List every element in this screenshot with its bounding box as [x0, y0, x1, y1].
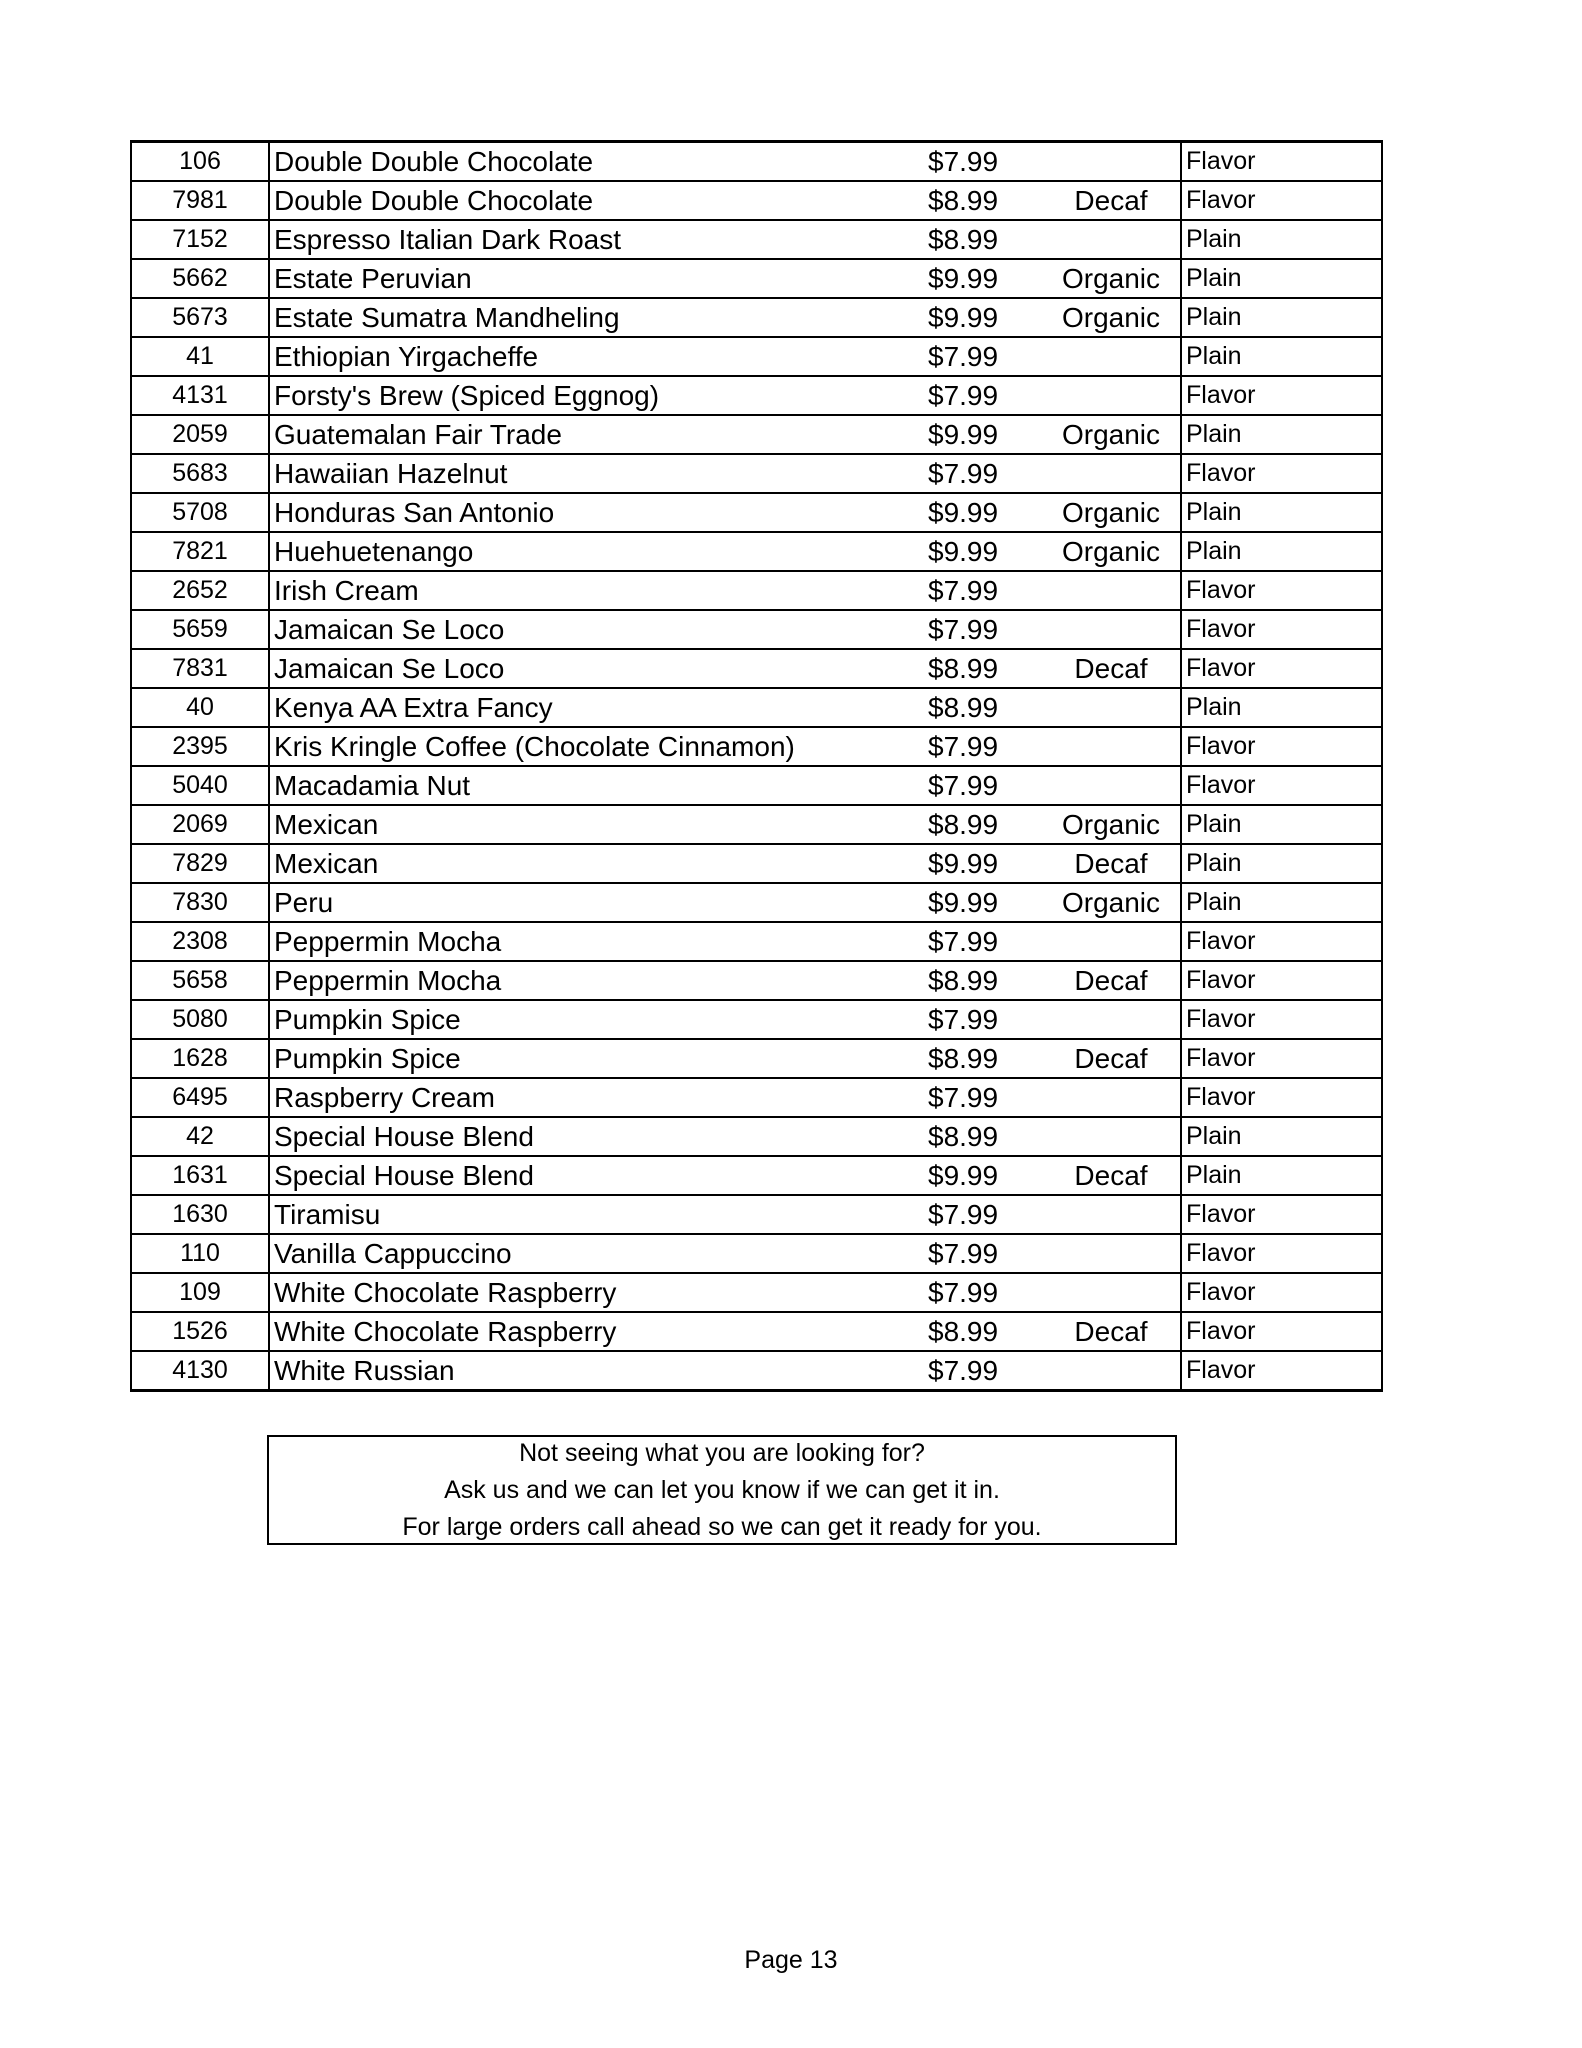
table-row [131, 1156, 1382, 1195]
product-type-cell: Flavor [1181, 1234, 1382, 1273]
product-type-cell: Flavor [1181, 1000, 1382, 1039]
product-price-cell: $9.99 [928, 415, 1042, 454]
product-name-cell: Jamaican Se Loco [269, 610, 928, 649]
product-price-cell: $9.99 [928, 844, 1042, 883]
table-row [131, 1351, 1382, 1391]
product-tag-cell: Decaf [1042, 1039, 1181, 1078]
product-tag-cell: Organic [1042, 532, 1181, 571]
product-tag-cell [1042, 1273, 1181, 1312]
product-id-cell: 1630 [131, 1195, 269, 1234]
product-name-cell: Estate Peruvian [269, 259, 928, 298]
product-type-cell: Flavor [1181, 1078, 1382, 1117]
table-row [131, 532, 1382, 571]
product-id-cell: 7831 [131, 649, 269, 688]
product-tag-cell: Decaf [1042, 844, 1181, 883]
product-price-cell: $7.99 [928, 376, 1042, 415]
table-row [131, 454, 1382, 493]
product-name-cell: Ethiopian Yirgacheffe [269, 337, 928, 376]
product-tag-cell: Organic [1042, 415, 1181, 454]
product-type-cell: Plain [1181, 1156, 1382, 1195]
product-type-cell: Flavor [1181, 181, 1382, 220]
product-name-cell: Raspberry Cream [269, 1078, 928, 1117]
note-line-1: Not seeing what you are looking for? [519, 1438, 925, 1467]
product-tag-cell: Decaf [1042, 181, 1181, 220]
product-type-cell: Plain [1181, 493, 1382, 532]
product-price-cell: $7.99 [928, 727, 1042, 766]
product-name-cell: Mexican [269, 844, 928, 883]
product-id-cell: 4131 [131, 376, 269, 415]
table-row [131, 610, 1382, 649]
table-row [131, 844, 1382, 883]
product-name-cell: Double Double Chocolate [269, 181, 928, 220]
product-type-cell: Plain [1181, 883, 1382, 922]
product-type-cell: Plain [1181, 259, 1382, 298]
product-id-cell: 1631 [131, 1156, 269, 1195]
coffee-product-table [130, 140, 1383, 1392]
product-type-cell: Flavor [1181, 142, 1382, 182]
product-name-cell: Honduras San Antonio [269, 493, 928, 532]
product-price-cell: $9.99 [928, 259, 1042, 298]
product-name-cell: Hawaiian Hazelnut [269, 454, 928, 493]
product-id-cell: 7821 [131, 532, 269, 571]
product-name-cell: Kenya AA Extra Fancy [269, 688, 928, 727]
table-row [131, 649, 1382, 688]
product-id-cell: 5659 [131, 610, 269, 649]
product-id-cell: 1628 [131, 1039, 269, 1078]
product-price-cell: $8.99 [928, 1117, 1042, 1156]
product-price-cell: $7.99 [928, 1234, 1042, 1273]
product-id-cell: 7152 [131, 220, 269, 259]
product-name-cell: Huehuetenango [269, 532, 928, 571]
product-name-cell: Estate Sumatra Mandheling [269, 298, 928, 337]
product-price-cell: $7.99 [928, 1273, 1042, 1312]
product-name-cell: Special House Blend [269, 1156, 928, 1195]
product-tag-cell [1042, 142, 1181, 182]
product-tag-cell: Organic [1042, 493, 1181, 532]
product-type-cell: Flavor [1181, 1195, 1382, 1234]
table-row [131, 181, 1382, 220]
product-type-cell: Flavor [1181, 376, 1382, 415]
product-type-cell: Flavor [1181, 961, 1382, 1000]
product-tag-cell [1042, 727, 1181, 766]
product-id-cell: 7981 [131, 181, 269, 220]
product-price-cell: $9.99 [928, 493, 1042, 532]
product-id-cell: 5658 [131, 961, 269, 1000]
product-name-cell: Pumpkin Spice [269, 1039, 928, 1078]
product-tag-cell [1042, 1117, 1181, 1156]
product-price-cell: $7.99 [928, 766, 1042, 805]
table-row [131, 1234, 1382, 1273]
table-row [131, 1117, 1382, 1156]
table-row [131, 259, 1382, 298]
table-row [131, 805, 1382, 844]
product-tag-cell: Organic [1042, 883, 1181, 922]
product-tag-cell [1042, 1351, 1181, 1391]
product-price-cell: $9.99 [928, 298, 1042, 337]
product-name-cell: Macadamia Nut [269, 766, 928, 805]
info-note-box [267, 1435, 1177, 1545]
product-name-cell: Guatemalan Fair Trade [269, 415, 928, 454]
product-tag-cell: Organic [1042, 805, 1181, 844]
product-type-cell: Flavor [1181, 1273, 1382, 1312]
product-tag-cell: Organic [1042, 298, 1181, 337]
product-type-cell: Plain [1181, 337, 1382, 376]
product-price-cell: $7.99 [928, 1000, 1042, 1039]
product-price-cell: $7.99 [928, 1195, 1042, 1234]
page-number: Page 13 [744, 1946, 838, 1974]
product-type-cell: Flavor [1181, 1039, 1382, 1078]
product-type-cell: Flavor [1181, 922, 1382, 961]
product-type-cell: Plain [1181, 844, 1382, 883]
product-type-cell: Plain [1181, 220, 1382, 259]
product-tag-cell: Decaf [1042, 961, 1181, 1000]
product-id-cell: 7830 [131, 883, 269, 922]
product-name-cell: White Chocolate Raspberry [269, 1312, 928, 1351]
table-row [131, 415, 1382, 454]
product-price-cell: $9.99 [928, 532, 1042, 571]
product-id-cell: 2308 [131, 922, 269, 961]
product-tag-cell [1042, 1000, 1181, 1039]
product-id-cell: 42 [131, 1117, 269, 1156]
product-name-cell: Double Double Chocolate [269, 142, 928, 182]
product-name-cell: White Russian [269, 1351, 928, 1391]
product-tag-cell [1042, 688, 1181, 727]
product-name-cell: Peru [269, 883, 928, 922]
table-row [131, 1039, 1382, 1078]
product-type-cell: Flavor [1181, 571, 1382, 610]
product-type-cell: Flavor [1181, 610, 1382, 649]
product-type-cell: Flavor [1181, 1351, 1382, 1391]
product-id-cell: 4130 [131, 1351, 269, 1391]
product-price-cell: $7.99 [928, 922, 1042, 961]
product-tag-cell: Decaf [1042, 1312, 1181, 1351]
product-type-cell: Plain [1181, 532, 1382, 571]
product-type-cell: Flavor [1181, 649, 1382, 688]
product-id-cell: 5662 [131, 259, 269, 298]
product-name-cell: Vanilla Cappuccino [269, 1234, 928, 1273]
table-row [131, 922, 1382, 961]
product-price-cell: $8.99 [928, 1039, 1042, 1078]
note-line-3: For large orders call ahead so we can get it ready for you. [402, 1512, 1042, 1541]
table-row [131, 1000, 1382, 1039]
product-price-cell: $8.99 [928, 688, 1042, 727]
product-tag-cell [1042, 766, 1181, 805]
product-id-cell: 2395 [131, 727, 269, 766]
product-price-cell: $8.99 [928, 649, 1042, 688]
product-price-cell: $8.99 [928, 220, 1042, 259]
product-name-cell: Forsty's Brew (Spiced Eggnog) [269, 376, 928, 415]
product-type-cell: Plain [1181, 1117, 1382, 1156]
product-id-cell: 7829 [131, 844, 269, 883]
product-price-cell: $7.99 [928, 142, 1042, 182]
product-type-cell: Flavor [1181, 1312, 1382, 1351]
table-row [131, 1273, 1382, 1312]
product-tag-cell [1042, 376, 1181, 415]
table-row [131, 337, 1382, 376]
product-tag-cell: Decaf [1042, 649, 1181, 688]
product-tag-cell [1042, 571, 1181, 610]
product-name-cell: Peppermin Mocha [269, 961, 928, 1000]
product-price-cell: $7.99 [928, 1351, 1042, 1391]
product-type-cell: Plain [1181, 298, 1382, 337]
product-name-cell: Pumpkin Spice [269, 1000, 928, 1039]
product-price-cell: $7.99 [928, 1078, 1042, 1117]
product-name-cell: Mexican [269, 805, 928, 844]
product-name-cell: Jamaican Se Loco [269, 649, 928, 688]
table-row [131, 727, 1382, 766]
product-id-cell: 5683 [131, 454, 269, 493]
product-tag-cell: Organic [1042, 259, 1181, 298]
product-id-cell: 5080 [131, 1000, 269, 1039]
product-price-cell: $9.99 [928, 883, 1042, 922]
product-id-cell: 2059 [131, 415, 269, 454]
product-tag-cell [1042, 337, 1181, 376]
table-row [131, 766, 1382, 805]
product-tag-cell [1042, 454, 1181, 493]
table-row [131, 571, 1382, 610]
product-type-cell: Flavor [1181, 766, 1382, 805]
table-body [131, 142, 1382, 1391]
product-tag-cell: Decaf [1042, 1156, 1181, 1195]
product-type-cell: Plain [1181, 805, 1382, 844]
product-type-cell: Plain [1181, 415, 1382, 454]
product-id-cell: 5673 [131, 298, 269, 337]
table-row [131, 961, 1382, 1000]
product-type-cell: Flavor [1181, 454, 1382, 493]
product-id-cell: 5708 [131, 493, 269, 532]
product-id-cell: 109 [131, 1273, 269, 1312]
table-row [131, 142, 1382, 182]
product-tag-cell [1042, 922, 1181, 961]
product-id-cell: 2069 [131, 805, 269, 844]
product-id-cell: 6495 [131, 1078, 269, 1117]
product-price-cell: $7.99 [928, 337, 1042, 376]
product-id-cell: 110 [131, 1234, 269, 1273]
product-id-cell: 106 [131, 142, 269, 182]
table-row [131, 883, 1382, 922]
product-name-cell: Kris Kringle Coffee (Chocolate Cinnamon) [269, 727, 928, 766]
product-price-cell: $8.99 [928, 1312, 1042, 1351]
table-row [131, 220, 1382, 259]
product-price-cell: $7.99 [928, 610, 1042, 649]
product-id-cell: 1526 [131, 1312, 269, 1351]
product-name-cell: Peppermin Mocha [269, 922, 928, 961]
product-tag-cell [1042, 220, 1181, 259]
table-row [131, 1195, 1382, 1234]
table-row [131, 1078, 1382, 1117]
product-name-cell: White Chocolate Raspberry [269, 1273, 928, 1312]
note-line-2: Ask us and we can let you know if we can get it in. [444, 1475, 1000, 1504]
product-name-cell: Special House Blend [269, 1117, 928, 1156]
product-id-cell: 40 [131, 688, 269, 727]
product-tag-cell [1042, 1078, 1181, 1117]
product-price-cell: $7.99 [928, 571, 1042, 610]
product-price-cell: $7.99 [928, 454, 1042, 493]
product-id-cell: 2652 [131, 571, 269, 610]
product-price-cell: $8.99 [928, 805, 1042, 844]
table-row [131, 1312, 1382, 1351]
product-name-cell: Espresso Italian Dark Roast [269, 220, 928, 259]
table-row [131, 688, 1382, 727]
product-type-cell: Flavor [1181, 727, 1382, 766]
table-row [131, 298, 1382, 337]
product-name-cell: Tiramisu [269, 1195, 928, 1234]
product-id-cell: 41 [131, 337, 269, 376]
table-row [131, 376, 1382, 415]
product-id-cell: 5040 [131, 766, 269, 805]
product-type-cell: Plain [1181, 688, 1382, 727]
product-tag-cell [1042, 610, 1181, 649]
product-price-cell: $8.99 [928, 181, 1042, 220]
product-price-cell: $8.99 [928, 961, 1042, 1000]
product-tag-cell [1042, 1195, 1181, 1234]
product-name-cell: Irish Cream [269, 571, 928, 610]
product-price-cell: $9.99 [928, 1156, 1042, 1195]
product-tag-cell [1042, 1234, 1181, 1273]
table-row [131, 493, 1382, 532]
